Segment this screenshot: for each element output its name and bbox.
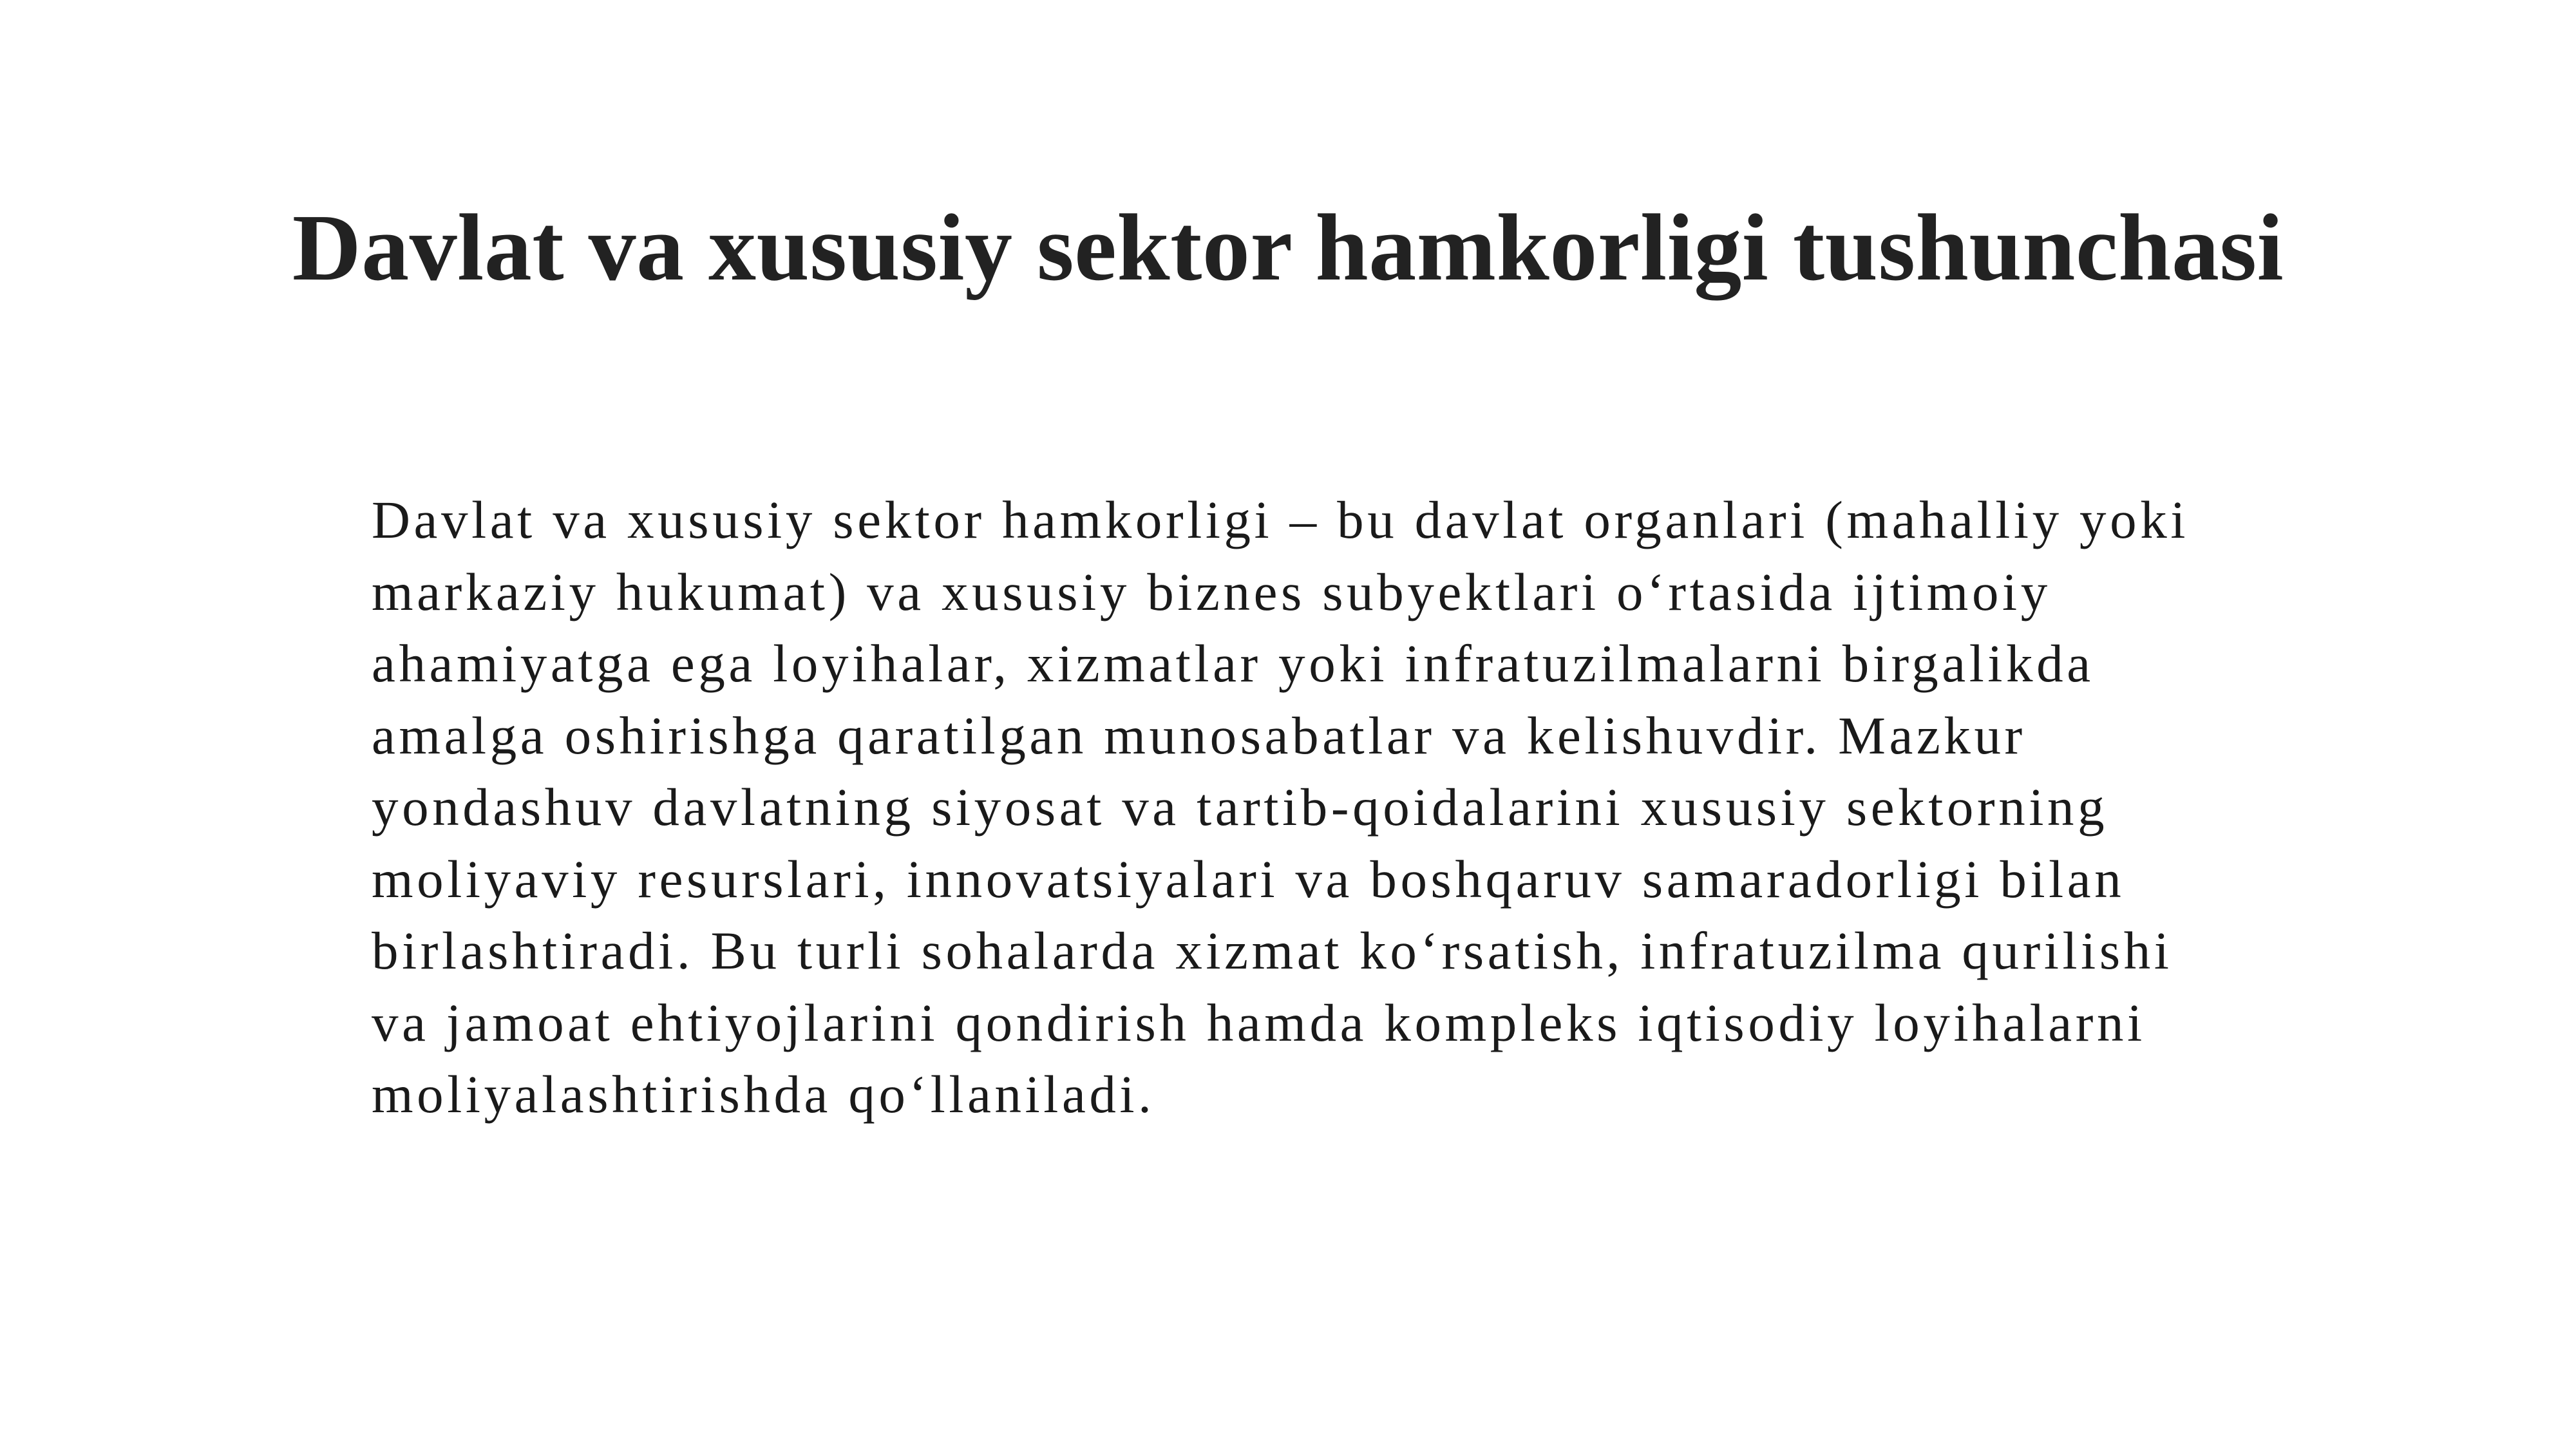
body-line: moliyalashtirishda qo‘llaniladi. (372, 1065, 1155, 1124)
slide-body-paragraph (372, 484, 2189, 1131)
body-line: markaziy hukumat) va xususiy biznes subyektlari o‘rtasida ijtimoiy (372, 562, 2051, 621)
body-line: va jamoat ehtiyojlarini qondirish hamda kompleks iqtisodiy loyihalarni (372, 992, 2146, 1052)
body-line: Davlat va xususiy sektor hamkorligi – bu davlat organlari (mahalliy yoki (372, 490, 2189, 549)
slide-title: Davlat va xususiy sektor hamkorligi tushunchasi (292, 195, 2284, 301)
body-line: moliyaviy resurslari, innovatsiyalari va boshqaruv samaradorligi bilan (372, 849, 2125, 909)
body-line: ahamiyatga ega loyihalar, xizmatlar yoki infratuzilmalarni birgalikda (372, 634, 2094, 693)
body-line: yondashuv davlatning siyosat va tartib-qoidalarini xususiy sektorning (372, 777, 2108, 837)
body-line: amalga oshirishga qaratilgan munosabatlar va kelishuvdir. Mazkur (372, 705, 2026, 765)
body-line: birlashtiradi. Bu turli sohalarda xizmat ko‘rsatish, infratuzilma qurilishi (372, 921, 2173, 980)
